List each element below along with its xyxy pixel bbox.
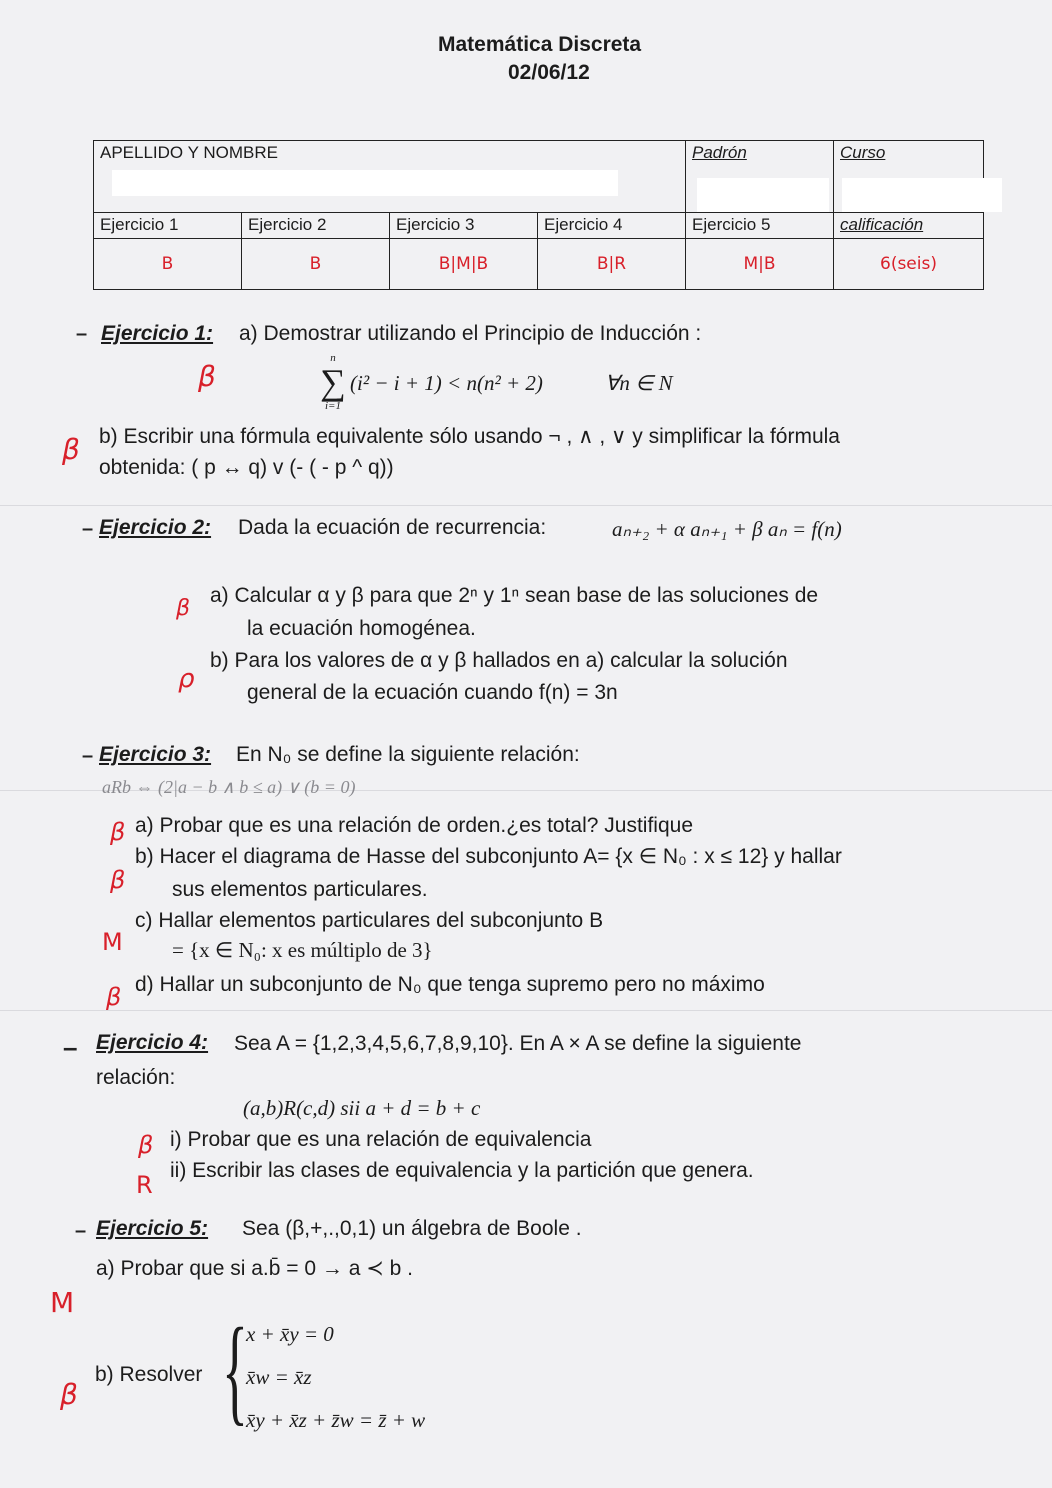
ex5-eq3: x̄y + x̄z + z̄w = z̄ + w	[246, 1408, 426, 1432]
padron-label: Padrón	[692, 143, 747, 162]
margin-dash: –	[63, 1032, 78, 1062]
col-ej3: Ejercicio 3	[390, 213, 538, 239]
ex3-mark-d: β	[106, 983, 122, 1011]
page-title: Matemática Discreta	[438, 33, 642, 56]
redacted-name	[112, 170, 618, 196]
ex3-mark-a: β	[110, 818, 126, 846]
redacted-padron	[697, 178, 829, 212]
ex3-c1: c) Hallar elementos particulares del subconjunto B	[135, 909, 604, 932]
ex5-label: Ejercicio 5:	[96, 1217, 209, 1240]
ex5-eq1: x + x̄y = 0	[246, 1322, 334, 1346]
ex1-a-text: a) Demostrar utilizando el Principio de Inducción :	[239, 322, 702, 345]
ex2-b1: b) Para los valores de α y β hallados en a) calcular la solución	[210, 649, 788, 672]
ex4-mark-i: β	[138, 1131, 154, 1159]
ex2-eq: aₙ₊₂ + α aₙ₊₁ + β aₙ = f(n)	[612, 517, 842, 541]
ex1-b-text2: obtenida: ( p ↔ q) v (- ( - p ^ q))	[99, 456, 394, 479]
ex2-mark-a: β	[176, 596, 191, 621]
ex2-b2: general de la ecuación cuando f(n) = 3n	[247, 681, 618, 704]
redacted-curso	[842, 178, 1002, 212]
ex1-label: Ejercicio 1:	[101, 322, 214, 345]
ex3-label: Ejercicio 3:	[99, 743, 212, 766]
ex1-b-text: b) Escribir una fórmula equivalente sólo usando ¬ , ∧ , ∨ y simplificar la fórmula	[99, 425, 840, 448]
paper-fold	[0, 505, 1052, 506]
ex4-mark-ii: R	[136, 1171, 153, 1199]
ex5-mark-a: M	[50, 1286, 75, 1319]
ex4-intro: Sea A = {1,2,3,4,5,6,7,8,9,10}. En A × A se define la siguiente	[234, 1032, 802, 1055]
ex3-d: d) Hallar un subconjunto de N₀ que tenga supremo pero no máximo	[135, 973, 765, 996]
margin-dash: –	[76, 323, 88, 345]
grade-ej1: B	[94, 239, 242, 290]
ex3-mark-c: M	[102, 928, 123, 956]
col-calificacion: calificación	[834, 213, 984, 239]
sum-symbol	[318, 352, 348, 412]
ex4-relation: (a,b)R(c,d) sii a + d = b + c	[243, 1096, 481, 1120]
ex1-mark-b: β	[62, 433, 80, 466]
ex2-intro: Dada la ecuación de recurrencia:	[238, 516, 547, 539]
ex4-i: i) Probar que es una relación de equivalencia	[170, 1128, 592, 1151]
grade-final: 6(seis)	[834, 239, 984, 290]
ex5-eq2: x̄w = x̄z	[246, 1365, 312, 1389]
ex3-b2: sus elementos particulares.	[172, 878, 428, 901]
exam-date: 02/06/12	[508, 61, 590, 84]
ex1-formula: (i² − i + 1) < n(n² + 2)	[350, 371, 543, 395]
ex1-forall: ∀n ∈ N	[605, 371, 673, 395]
paper-fold	[0, 1010, 1052, 1011]
ex3-c2: = {x ∈ N₀: x es múltiplo de 3}	[172, 938, 433, 962]
ex4-ii: ii) Escribir las clases de equivalencia y la partición que genera.	[170, 1159, 754, 1182]
col-ej2: Ejercicio 2	[242, 213, 390, 239]
grade-ej2: B	[242, 239, 390, 290]
ex1-mark-a: β	[198, 360, 216, 393]
grade-ej5: M|B	[686, 239, 834, 290]
ex4-intro2: relación:	[96, 1066, 176, 1089]
ex2-a2: la ecuación homogénea.	[247, 617, 476, 640]
ex5-mark-b: β	[60, 1378, 78, 1411]
name-label: APELLIDO Y NOMBRE	[100, 143, 278, 162]
margin-dash: –	[82, 745, 94, 767]
header-table	[93, 140, 984, 290]
sum-bottom: i=1	[325, 400, 341, 412]
ex3-a: a) Probar que es una relación de orden.¿es total? Justifique	[135, 814, 694, 837]
ex5-intro: Sea (β,+,.,0,1) un álgebra de Boole .	[242, 1217, 582, 1240]
ex2-label: Ejercicio 2:	[99, 516, 212, 539]
ex4-label: Ejercicio 4:	[96, 1031, 209, 1054]
brace-icon: {	[222, 1303, 248, 1436]
ex3-relation: aRb ⇔ (2|a − b ∧ b ≤ a) ∨ (b = 0)	[102, 777, 356, 797]
ex3-intro: En N₀ se define la siguiente relación:	[236, 743, 580, 766]
margin-dash: –	[82, 518, 94, 540]
grade-ej4: B|R	[538, 239, 686, 290]
ex3-b1: b) Hacer el diagrama de Hasse del subconjunto A= {x ∈ N₀ : x ≤ 12} y hallar	[135, 845, 842, 868]
ex2-a1: a) Calcular α y β para que 2ⁿ y 1ⁿ sean base de las soluciones de	[210, 584, 819, 607]
ex5-a: a) Probar que si a.b̄ = 0 → a ≺ b .	[96, 1257, 414, 1280]
ex2-mark-b: ρ	[178, 664, 195, 694]
col-ej1: Ejercicio 1	[94, 213, 242, 239]
ex3-mark-b: β	[110, 866, 126, 894]
margin-dash: –	[75, 1220, 87, 1242]
col-ej4: Ejercicio 4	[538, 213, 686, 239]
sigma-icon: ∑	[320, 362, 346, 402]
grade-ej3: B|M|B	[390, 239, 538, 290]
sum-top: n	[330, 352, 336, 364]
ex5-b: b) Resolver	[95, 1363, 203, 1386]
curso-label: Curso	[840, 143, 886, 162]
col-ej5: Ejercicio 5	[686, 213, 834, 239]
